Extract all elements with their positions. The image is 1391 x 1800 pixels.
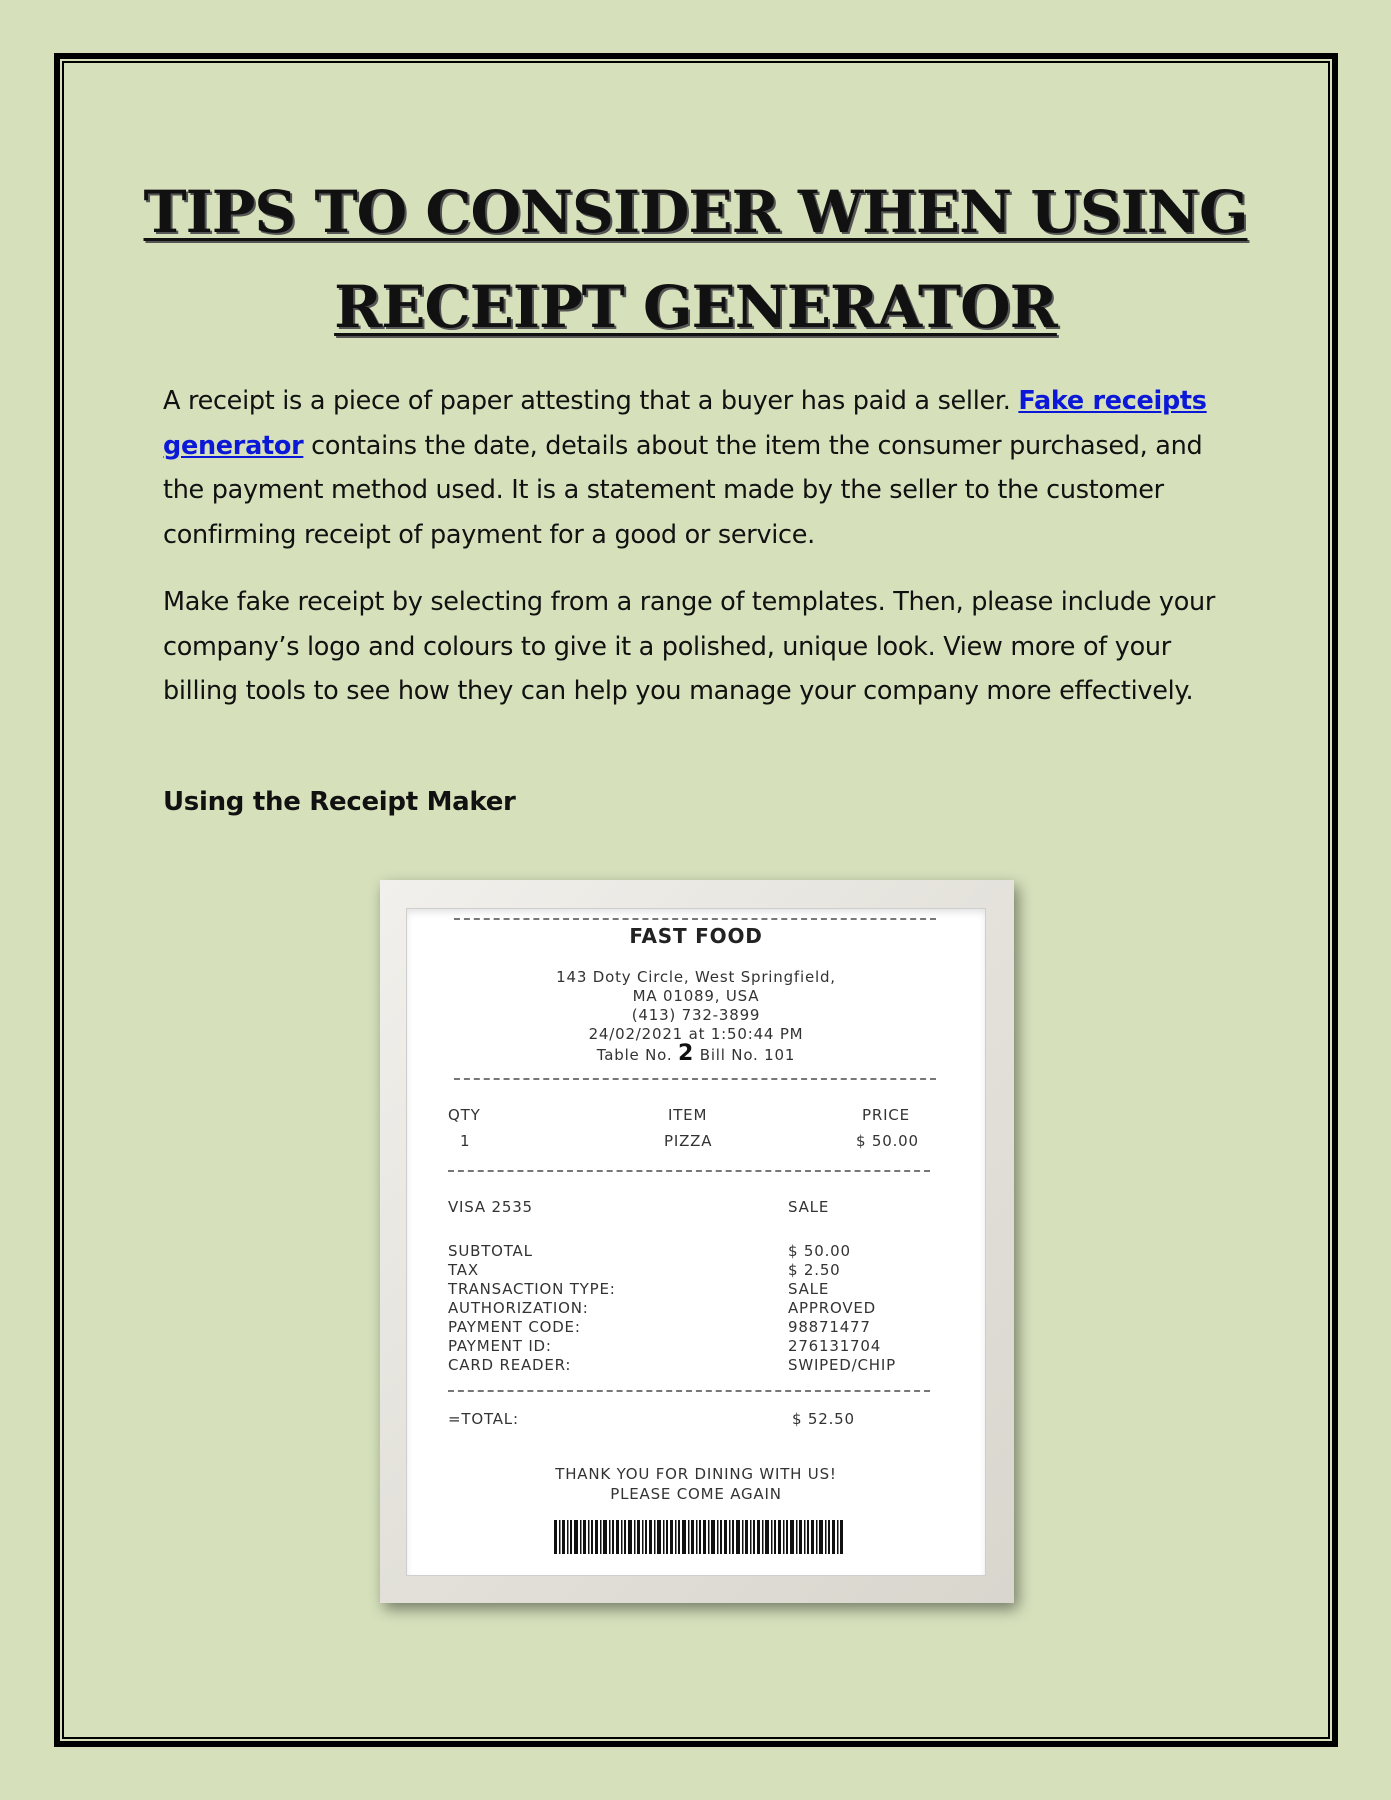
receipt-total-label: =TOTAL: — [448, 1410, 519, 1428]
receipt-col-item: ITEM — [668, 1106, 708, 1124]
receipt-divider — [448, 1170, 930, 1172]
receipt-datetime: 24/02/2021 at 1:50:44 PM — [588, 1025, 804, 1043]
receipt-address-line-1: 143 Doty Circle, West Springfield, — [556, 968, 836, 986]
receipt-table-label: Table No. — [596, 1046, 673, 1064]
page-title — [120, 165, 1271, 355]
receipt-col-qty: QTY — [448, 1106, 481, 1124]
receipt-bill-number: Bill No. 101 — [699, 1046, 796, 1064]
receipt-table-number: 2 — [678, 1041, 695, 1066]
receipt-thanks-line-2: PLEASE COME AGAIN — [610, 1485, 782, 1503]
receipt-detail-value: 98871477 — [788, 1318, 871, 1336]
receipt-detail-label: SUBTOTAL — [448, 1242, 533, 1260]
receipt-thanks-line-1: THANK YOU FOR DINING WITH US! — [555, 1465, 837, 1483]
barcode-icon — [554, 1520, 844, 1554]
receipt-card: VISA 2535 — [448, 1198, 533, 1216]
receipt-detail-label: PAYMENT ID: — [448, 1337, 552, 1355]
section-heading: Using the Receipt Maker — [163, 787, 516, 817]
receipt-divider — [454, 918, 936, 920]
title-line-1: TIPS TO CONSIDER WHEN USING — [143, 178, 1248, 246]
receipt-image-frame — [380, 880, 1014, 1603]
receipt-detail-value: SWIPED/CHIP — [788, 1356, 896, 1374]
receipt-card-type: SALE — [788, 1198, 830, 1216]
receipt-detail-value: SALE — [788, 1280, 830, 1298]
receipt-image — [406, 908, 986, 1576]
intro-text-start: A receipt is a piece of paper attesting that a buyer has paid a seller. — [163, 386, 1019, 416]
receipt-detail-value: $ 2.50 — [788, 1261, 841, 1279]
receipt-store-name: FAST FOOD — [629, 924, 763, 948]
fake-receipts-generator-link[interactable]: Fake receipts generator — [163, 386, 1207, 461]
intro-paragraph — [163, 379, 1243, 557]
receipt-detail-value: $ 50.00 — [788, 1242, 851, 1260]
receipt-detail-label: TAX — [448, 1261, 479, 1279]
receipt-divider — [448, 1390, 930, 1392]
receipt-col-price: PRICE — [862, 1106, 910, 1124]
intro-text-end: contains the date, details about the item the consumer purchased, and the payment method used. It is a statement made by the seller to the customer confirming receipt of payment for a good or service. — [163, 430, 1203, 550]
title-line-2: RECEIPT GENERATOR — [334, 273, 1057, 341]
templates-paragraph: Make fake receipt by selecting from a range of templates. Then, please include your company’s logo and colours to give it a polished, unique look. View more of your billing tools to see how they can help you manage your company more effectively. — [163, 587, 1216, 706]
receipt-item-name: PIZZA — [664, 1132, 713, 1150]
receipt-divider — [454, 1078, 936, 1080]
receipt-detail-label: CARD READER: — [448, 1356, 572, 1374]
receipt-item-price: $ 50.00 — [856, 1132, 919, 1150]
receipt-table-bill — [406, 1041, 986, 1066]
receipt-detail-label: TRANSACTION TYPE: — [448, 1280, 616, 1298]
receipt-item-qty: 1 — [460, 1132, 471, 1150]
receipt-address-line-2: MA 01089, USA — [632, 987, 760, 1005]
receipt-detail-label: PAYMENT CODE: — [448, 1318, 581, 1336]
receipt-phone: (413) 732-3899 — [631, 1006, 761, 1024]
receipt-detail-value: 276131704 — [788, 1337, 882, 1355]
receipt-detail-label: AUTHORIZATION: — [448, 1299, 589, 1317]
receipt-total-value: $ 52.50 — [792, 1410, 855, 1428]
receipt-detail-value: APPROVED — [788, 1299, 877, 1317]
